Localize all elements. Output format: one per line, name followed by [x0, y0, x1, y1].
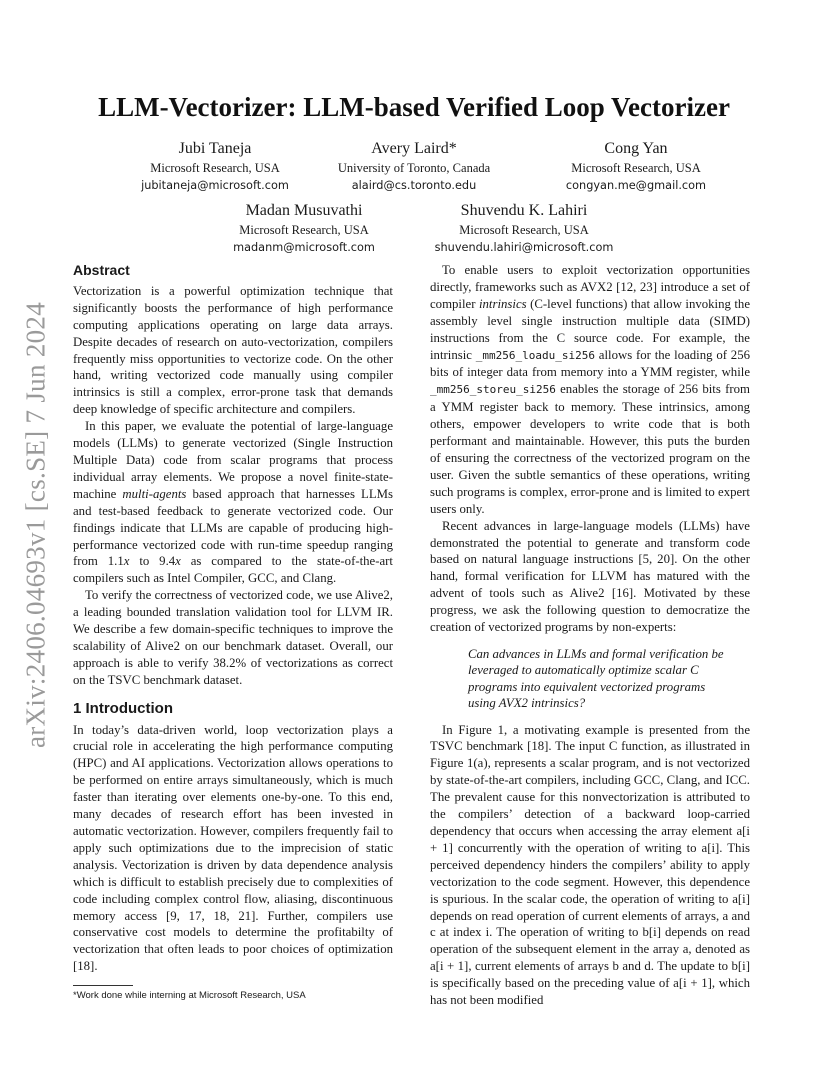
author-block [184, 200, 424, 256]
author-block [404, 200, 644, 256]
arxiv-identifier: arXiv:2406.04693v1 [cs.SE] 7 Jun 2024 [20, 301, 51, 749]
author-email: jubitaneja@microsoft.com [141, 179, 289, 192]
footnote-divider [73, 985, 133, 986]
author-affiliation: Microsoft Research, USA [459, 223, 589, 237]
author-name: Jubi Taneja [178, 140, 252, 157]
author-block [516, 138, 756, 194]
author-affiliation: Microsoft Research, USA [571, 161, 701, 175]
paper-title: LLM-Vectorizer: LLM-based Verified Loop Vectorizer [98, 92, 730, 122]
author-email: alaird@cs.toronto.edu [351, 179, 477, 192]
author-block [294, 138, 534, 194]
abstract-paragraph: Vectorization is a powerful optimization technique that significantly boosts the performance of high performance computing applications operating on large data arrays. Despite decades of research on auto-vectorization, compilers frequently miss opportunities to vectorize code. On the other hand, writing vectorized code manually using compiler intrinsics is still a complex, error-prone task that demands deep knowledge of specific architecture and compilers. [73, 283, 393, 417]
code-intrinsic: _mm256_storeu_si256 [430, 383, 556, 397]
abstract-heading: Abstract [73, 262, 130, 278]
arxiv-sidebar [16, 300, 56, 750]
author-name: Madan Musuvathi [245, 202, 363, 219]
research-question: Can advances in LLMs and formal verification be leveraged to automatically optimize scalar C programs into equivalent vectorized programs using AVX2 intrinsics? [468, 646, 724, 711]
author-affiliation: Microsoft Research, USA [150, 161, 280, 175]
right-column [430, 262, 750, 1009]
author-name: Shuvendu K. Lahiri [460, 202, 588, 219]
left-column [73, 262, 393, 1002]
body-paragraph: Recent advances in large-language models (LLMs) have demonstrated the potential to generate and transform code based on natural language instructions [5, 20]. On the other hand, formal verification for LLVM has matured with the advent of tools such as Alive2 [16]. Motivated by these progress, we ask the following question to democratize the creation of vectorized programs by non-experts: [430, 518, 750, 635]
author-name: Avery Laird* [371, 140, 457, 157]
author-email: madanm@microsoft.com [233, 241, 375, 254]
section-heading-introduction: 1 Introduction [73, 699, 173, 717]
body-paragraph: In Figure 1, a motivating example is presented from the TSVC benchmark [18]. The input C function, as illustrated in Figure 1(a), represents a scalar program, and is not vectorized by state-of-the-art compilers, including GCC, Clang, and ICC. The prevalent cause for this nonvectorization is attributed to the compilers’ detection of a backward loop-carried dependency that occurs when accessing the array element a[i + 1] concurrently with the operation of writing to a[i]. This perceived dependency hinders the compilers’ ability to apply vectorization to the code segment. However, this dependence is spurious. In the scalar code, the operation of writing to a[i] depends on read operation of current elements of arrays, a and c at index i. The operation of writing to b[i] depends on read operation of the subsequent element in the array a, denoted as a[i + 1], current elements of arrays b and d. The update to b[i] is specifically based on the preceding value of a[i + 1], which has not been modified [430, 722, 750, 1008]
author-affiliation: University of Toronto, Canada [337, 161, 491, 175]
author-email: congyan.me@gmail.com [565, 179, 707, 192]
author-email: shuvendu.lahiri@microsoft.com [434, 241, 614, 254]
author-name: Cong Yan [604, 140, 668, 157]
code-intrinsic: _mm256_loadu_si256 [475, 348, 595, 362]
footnote: *Work done while interning at Microsoft Research, USA [73, 990, 306, 1002]
abstract-paragraph: To verify the correctness of vectorized code, we use Alive2, a leading bounded translation validation tool for LLVM IR. We describe a few domain-specific techniques to improve the scalability of Alive2 on our benchmark dataset. Overall, our approach is able to verify 38.2% of vectorizations as correct on the TSVC benchmark dataset. [73, 588, 393, 687]
body-paragraph: To enable users to exploit vectorization opportunities directly, frameworks such as AVX2 [12, 23] introduce a set of compiler intrinsics (C-level functions) that allow invoking the assembly level single instruction multiple data (SIMD) instructions from the C source code. For example, the intrinsic _mm256_loadu_si256 allows for the loading of 256 bits of integer data from memory into a YMM register, while _mm256_storeu_si256 enables the storage of 256 bits from a YMM register back to memory. These intrinsics, among others, empower developers to write code that is both performant and maintainable. However, this puts the burden of ensuring the correctness of the vectorized program on the user. Given the subtle semantics of these operations, writing such programs is complex, error-prone and is limited to expert users only. [430, 263, 751, 516]
body-paragraph: In today’s data-driven world, loop vectorization plays a crucial role in accelerating the high performance computing (HPC) and AI applications. Vectorization allows operations to be performed on entire arrays simultaneously, which is much faster than iterating over elements one-by-one. To this end, many decades of research effort has been invested in automatic vectorization. However, compilers frequently fail to apply such optimizations due to the imprecision of static analysis. Vectorization is driven by data dependence analysis which is difficult to establish precisely due to complexities of code including complex control flow, aliasing, discontinuous memory access [9, 17, 18, 21]. Further, compilers use conservative cost models to determine the profitabilty of vectorization that often leads to poor choices of optimization [18]. [73, 722, 393, 974]
abstract-paragraph: In this paper, we evaluate the potential of large-language models (LLMs) to generate vectorized (Single Instruction Multiple Data) code from scalar programs that process individual array elements. We propose a novel finite-state-machine multi-agents based approach that harnesses LLMs and test-based feedback to generate vectorized code. Our findings indicate that LLMs are capable of producing high-performance vectorized code with run-time speedup ranging from 1.1x to 9.4x as compared to the state-of-the-art compilers such as Intel Compiler, GCC, and Clang. [73, 419, 394, 586]
author-affiliation: Microsoft Research, USA [239, 223, 369, 237]
